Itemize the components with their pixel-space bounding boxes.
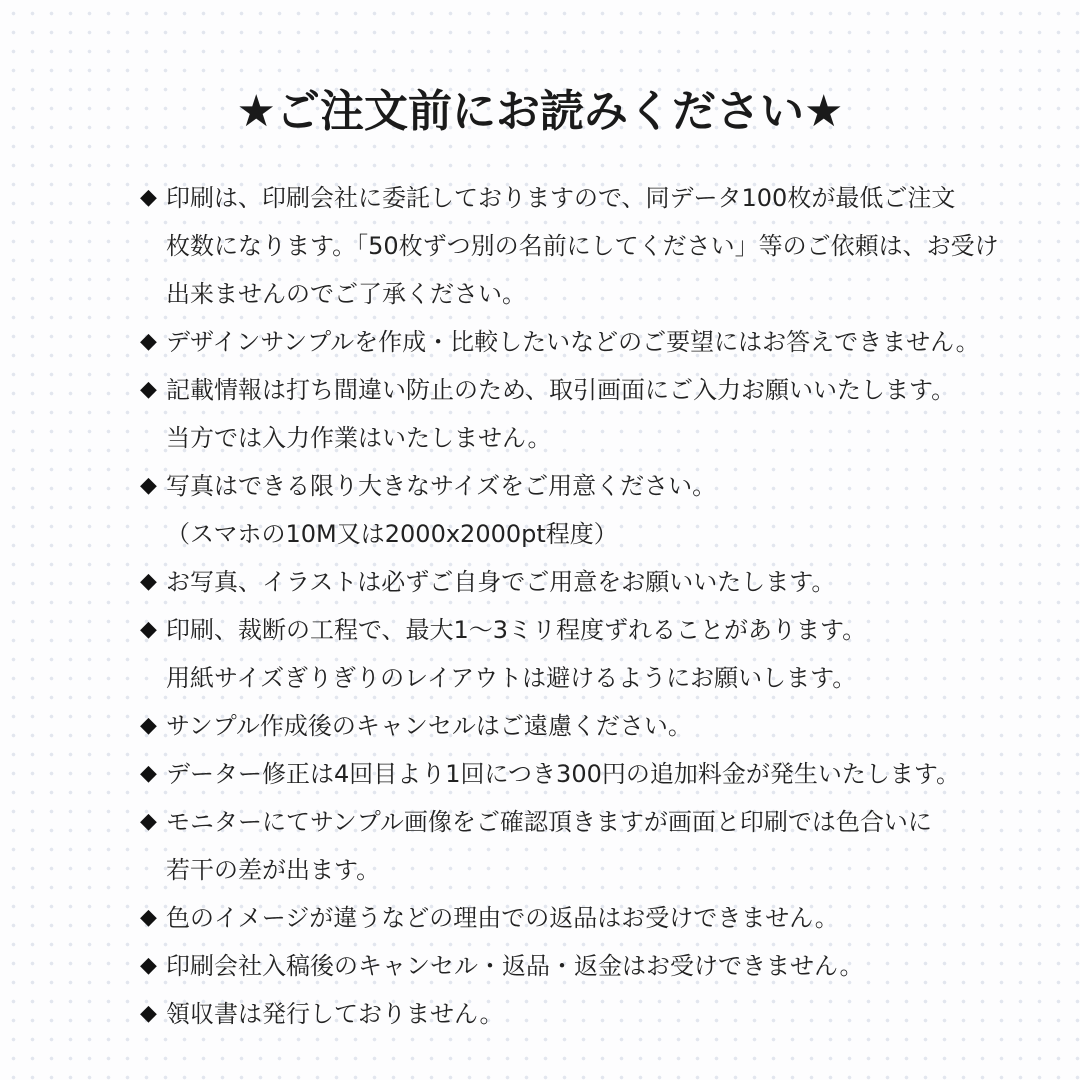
notice-text: 印刷会社入稿後のキャンセル・返品・返金はお受けできません。 xyxy=(166,952,864,980)
notice-line xyxy=(140,990,1040,1038)
notice-text: データー修正は4回目より1回につき300円の追加料金が発生いたします。 xyxy=(166,760,960,788)
notice-text: 記載情報は打ち間違い防止のため、取引画面にご入力お願いいたします。 xyxy=(166,376,956,404)
notice-line xyxy=(140,894,1040,942)
notice-text: デザインサンプルを作成・比較したいなどのご要望にはお答えできません。 xyxy=(166,328,980,356)
diamond-bullet-icon: ◆ xyxy=(140,761,157,786)
notice-line xyxy=(140,462,1040,510)
notice-text: 印刷、裁断の工程で、最大1〜3ミリ程度ずれることがあります。 xyxy=(166,616,867,644)
notice-text: （スマホの10M又は2000x2000pt程度） xyxy=(166,520,618,548)
notice-line xyxy=(140,942,1040,990)
notice-item xyxy=(140,990,1040,1038)
notice-line xyxy=(140,750,1040,798)
notice-line xyxy=(140,846,1040,894)
notice-line xyxy=(140,222,1040,270)
notice-text: 出来ませんのでご了承ください。 xyxy=(166,280,526,308)
notice-text: 印刷は、印刷会社に委託しておりますので、同データ100枚が最低ご注文 xyxy=(166,184,956,212)
notice-item xyxy=(140,318,1040,366)
notice-item xyxy=(140,606,1040,702)
notice-line xyxy=(140,558,1040,606)
notice-text: モニターにてサンプル画像をご確認頂きますが画面と印刷では色合いに xyxy=(166,808,932,836)
diamond-bullet-icon: ◆ xyxy=(140,713,157,738)
notice-line xyxy=(140,654,1040,702)
notice-line xyxy=(140,702,1040,750)
notice-line xyxy=(140,510,1040,558)
notice-item xyxy=(140,702,1040,750)
diamond-bullet-icon: ◆ xyxy=(140,185,157,210)
notice-text: 色のイメージが違うなどの理由での返品はお受けできません。 xyxy=(166,904,839,932)
notice-item xyxy=(140,174,1040,318)
notice-text: 枚数になります。「50枚ずつ別の名前にしてください」等のご依頼は、お受け xyxy=(166,232,999,260)
diamond-bullet-icon: ◆ xyxy=(140,569,157,594)
notice-line xyxy=(140,366,1040,414)
notice-line xyxy=(140,414,1040,462)
notice-item xyxy=(140,558,1040,606)
notice-item xyxy=(140,366,1040,462)
notice-text: 領収書は発行しておりません。 xyxy=(166,1000,504,1028)
notice-text: サンプル作成後のキャンセルはご遠慮ください。 xyxy=(166,712,692,740)
notice-text: 用紙サイズぎりぎりのレイアウトは避けるようにお願いします。 xyxy=(166,664,857,692)
diamond-bullet-icon: ◆ xyxy=(140,905,157,930)
notice-item xyxy=(140,894,1040,942)
notice-line xyxy=(140,270,1040,318)
notice-list xyxy=(140,174,1040,1038)
diamond-bullet-icon: ◆ xyxy=(140,953,157,978)
notice-item xyxy=(140,750,1040,798)
notice-item xyxy=(140,462,1040,558)
notice-line xyxy=(140,174,1040,222)
notice-item xyxy=(140,798,1040,894)
diamond-bullet-icon: ◆ xyxy=(140,377,157,402)
notice-line xyxy=(140,318,1040,366)
notice-line xyxy=(140,798,1040,846)
diamond-bullet-icon: ◆ xyxy=(140,1001,157,1026)
diamond-bullet-icon: ◆ xyxy=(140,473,157,498)
notice-line xyxy=(140,606,1040,654)
notice-text: 当方では入力作業はいたしません。 xyxy=(166,424,552,452)
diamond-bullet-icon: ◆ xyxy=(140,329,157,354)
diamond-bullet-icon: ◆ xyxy=(140,809,157,834)
page-title: ★ご注文前にお読みください★ xyxy=(236,86,844,137)
notice-text: 写真はできる限り大きなサイズをご用意ください。 xyxy=(166,472,717,500)
notice-text: 若干の差が出ます。 xyxy=(166,856,381,884)
notice-item xyxy=(140,942,1040,990)
diamond-bullet-icon: ◆ xyxy=(140,617,157,642)
notice-text: お写真、イラストは必ずご自身でご用意をお願いいたします。 xyxy=(166,568,836,596)
